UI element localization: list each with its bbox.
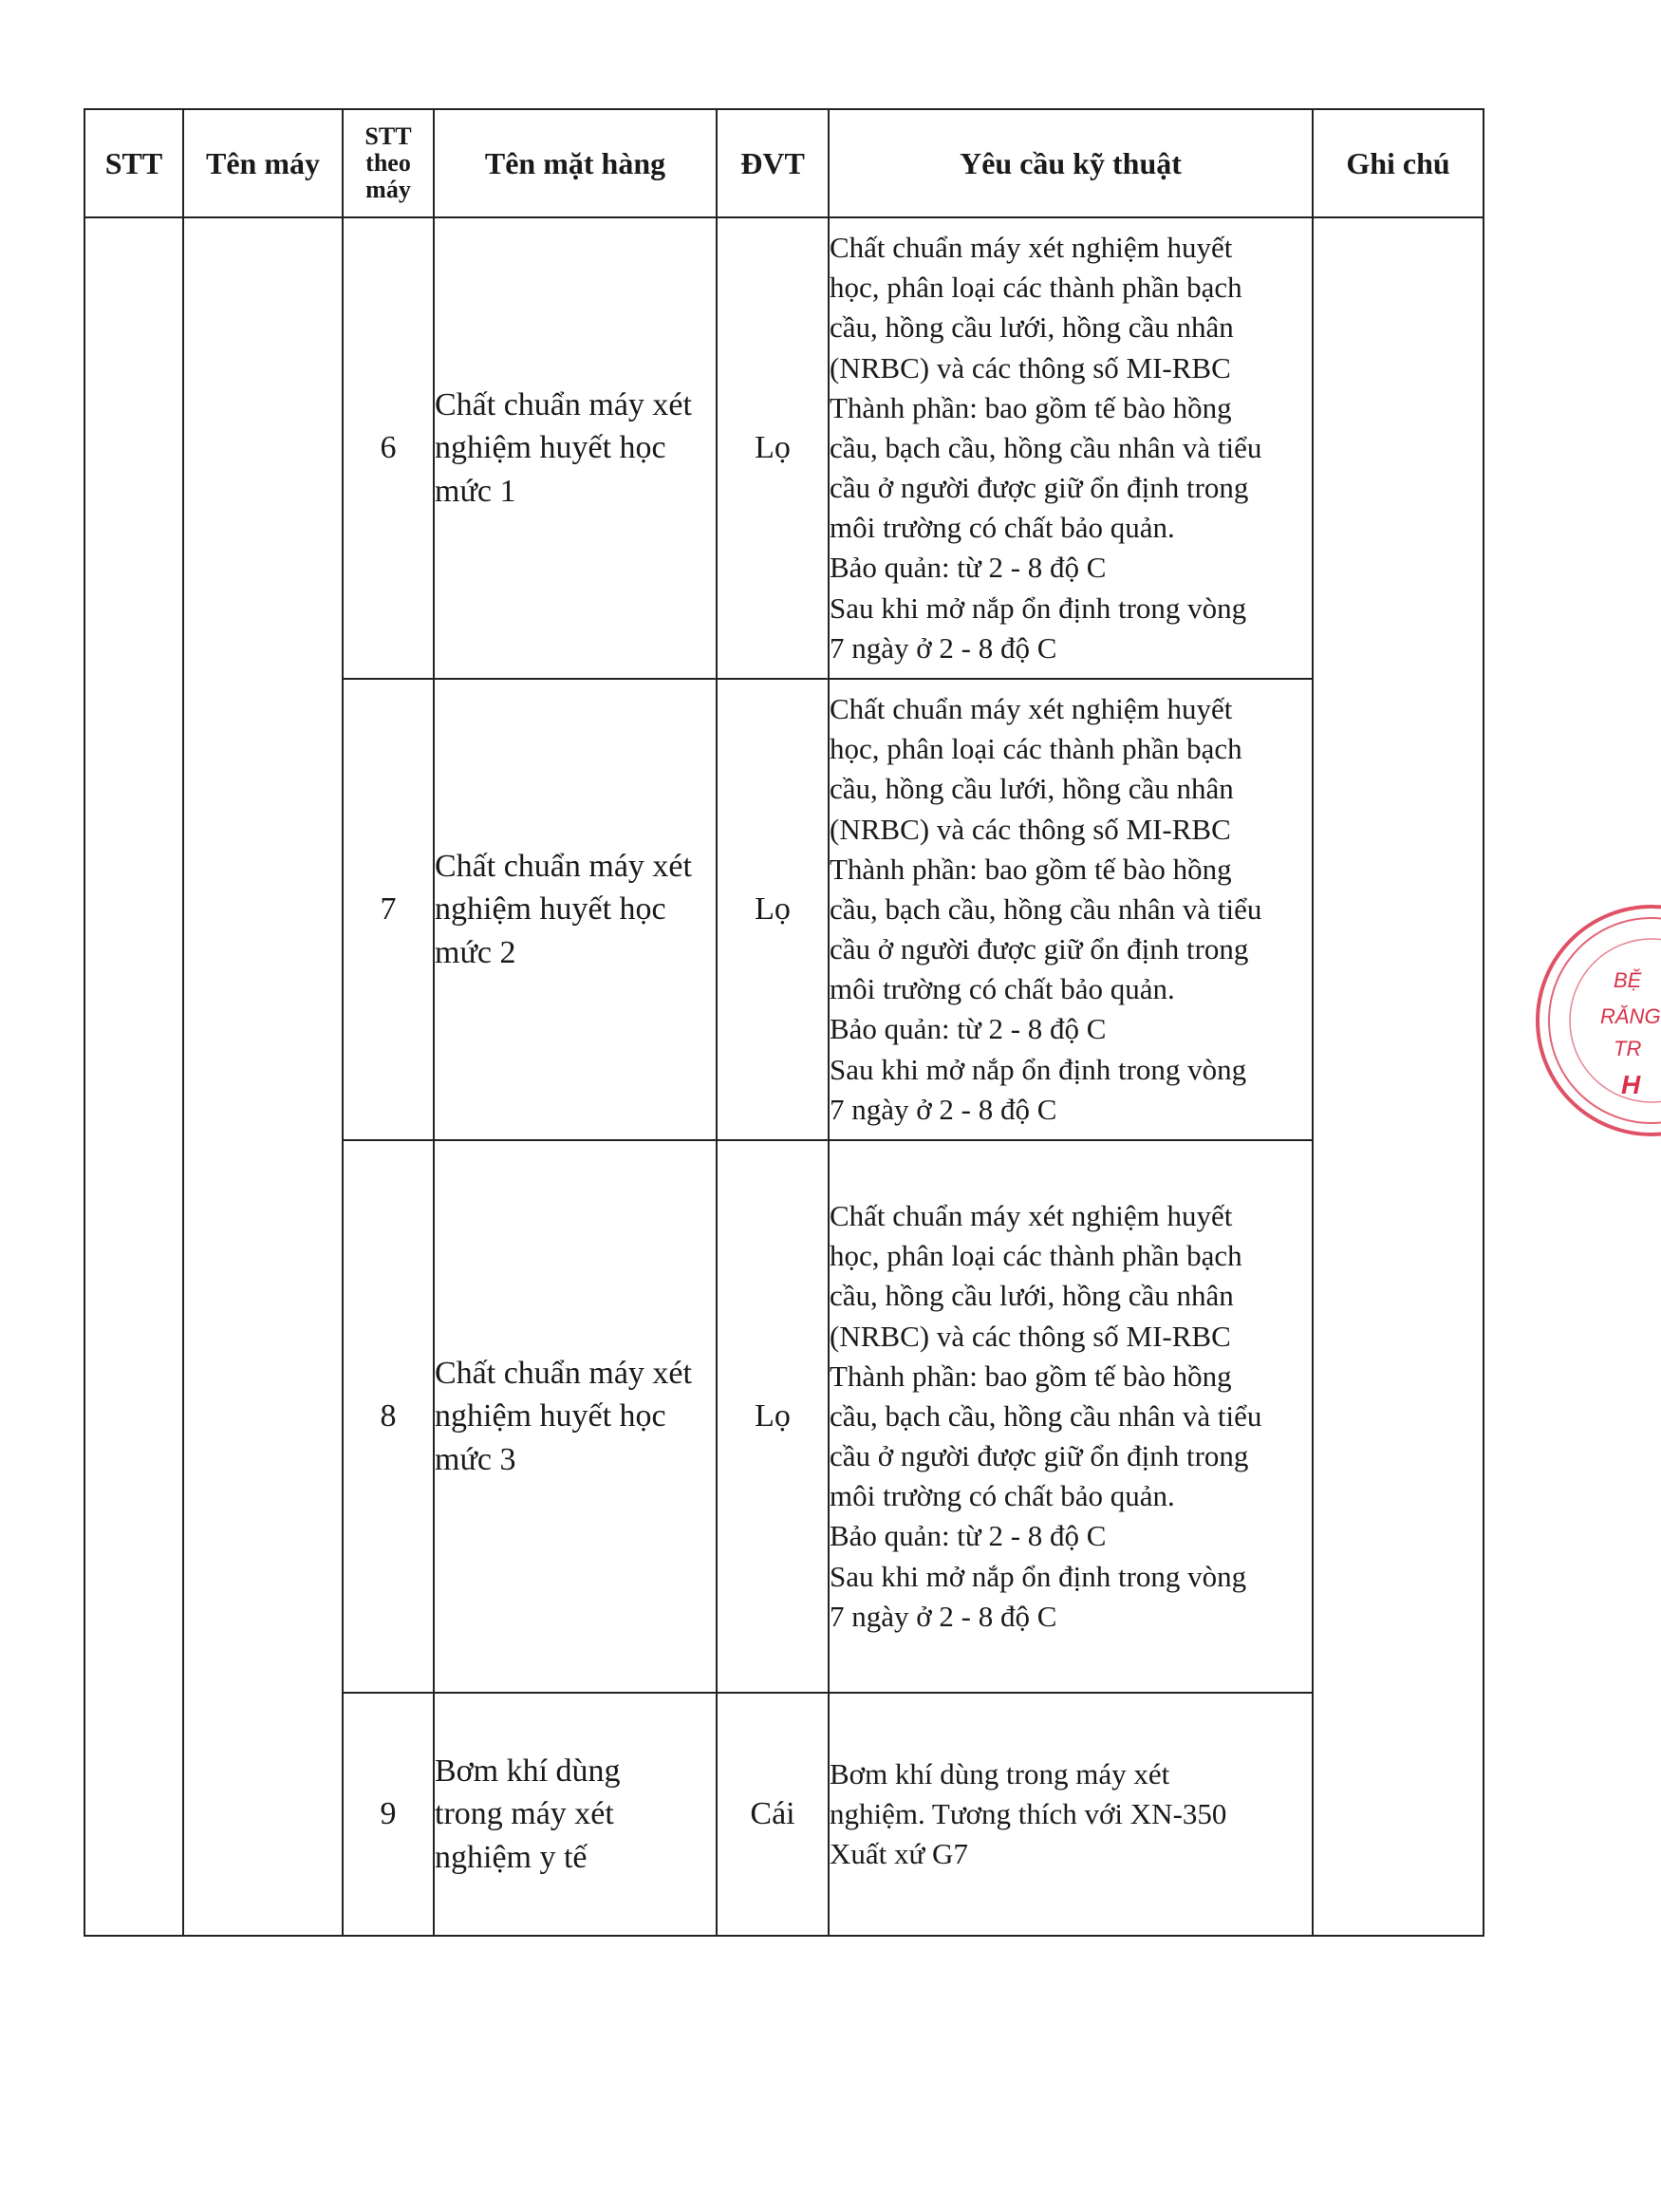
spec-line: Bảo quản: từ 2 - 8 độ C <box>830 1012 1107 1046</box>
spec-line: cầu, hồng cầu lưới, hồng cầu nhân <box>830 772 1234 806</box>
spec-line: nghiệm. Tương thích với XN-350 <box>830 1796 1227 1830</box>
spec-line: cầu, bạch cầu, hồng cầu nhân và tiểu <box>830 430 1262 464</box>
spec-line: (NRBC) và các thông số MI-RBC <box>830 1319 1231 1353</box>
spec-line: Sau khi mở nắp ổn định trong vòng <box>830 590 1247 625</box>
unit-cell: Lọ <box>717 217 829 679</box>
item-name-line: Chất chuẩn máy xét <box>435 848 692 884</box>
header-machine-name: Tên máy <box>183 109 343 217</box>
item-name-cell <box>434 679 717 1140</box>
stamp-text: TR <box>1614 1037 1642 1060</box>
spec-line: Chất chuẩn máy xét nghiệm huyết <box>830 1199 1233 1233</box>
spec-line: Bảo quản: từ 2 - 8 độ C <box>830 1519 1107 1553</box>
notes-cell <box>1313 217 1484 1936</box>
item-name-line: trong máy xét <box>435 1796 614 1832</box>
spec-line: cầu, bạch cầu, hồng cầu nhân và tiểu <box>830 891 1262 926</box>
unit-cell: Lọ <box>717 1140 829 1693</box>
item-name-cell <box>434 217 717 679</box>
unit-cell: Cái <box>717 1693 829 1936</box>
spec-line: (NRBC) và các thông số MI-RBC <box>830 350 1231 384</box>
spec-cell <box>829 217 1313 679</box>
item-name-line: nghiệm y tế <box>435 1839 588 1875</box>
item-name-line: nghiệm huyết học <box>435 891 666 928</box>
item-name-line: nghiệm huyết học <box>435 430 666 466</box>
header-notes: Ghi chú <box>1313 109 1484 217</box>
item-number-cell: 9 <box>343 1693 434 1936</box>
item-number-cell: 8 <box>343 1140 434 1693</box>
red-seal-stamp <box>1509 883 1661 1158</box>
header-stt: STT <box>84 109 183 217</box>
item-name-line: nghiệm huyết học <box>435 1398 666 1434</box>
spec-line: 7 ngày ở 2 - 8 độ C <box>830 630 1057 665</box>
header-machine-stt <box>343 109 434 217</box>
spec-line: Bảo quản: từ 2 - 8 độ C <box>830 551 1107 585</box>
spec-line: cầu, hồng cầu lưới, hồng cầu nhân <box>830 1279 1234 1313</box>
spec-line: Thành phần: bao gồm tế bào hồng <box>830 1359 1232 1393</box>
requirements-table <box>84 108 1484 1937</box>
unit-cell: Lọ <box>717 679 829 1140</box>
machine-name-cell <box>183 217 343 1936</box>
spec-cell <box>829 1140 1313 1693</box>
item-number-cell: 6 <box>343 217 434 679</box>
spec-line: môi trường có chất bảo quản. <box>830 1479 1175 1513</box>
spec-line: Chất chuẩn máy xét nghiệm huyết <box>830 231 1233 265</box>
spec-line: môi trường có chất bảo quản. <box>830 972 1175 1006</box>
item-name-line: mức 2 <box>435 934 516 970</box>
spec-line: 7 ngày ở 2 - 8 độ C <box>830 1092 1057 1126</box>
header-machine-stt-line: theo <box>365 148 411 177</box>
item-name-line: Chất chuẩn máy xét <box>435 1355 692 1391</box>
item-name-line: Bơm khí dùng <box>435 1753 621 1789</box>
spec-line: cầu, hồng cầu lưới, hồng cầu nhân <box>830 310 1234 345</box>
stamp-text: RĂNG <box>1600 1004 1661 1028</box>
spec-line: Sau khi mở nắp ổn định trong vòng <box>830 1052 1247 1086</box>
spec-line: cầu ở người được giữ ổn định trong <box>830 1439 1249 1473</box>
stamp-text: BỆ <box>1614 968 1642 992</box>
header-machine-stt-line: máy <box>365 176 411 204</box>
spec-line: cầu ở người được giữ ổn định trong <box>830 471 1249 505</box>
stamp-text: H <box>1621 1070 1641 1099</box>
item-name-line: mức 1 <box>435 473 516 509</box>
spec-line: 7 ngày ở 2 - 8 độ C <box>830 1599 1057 1633</box>
header-technical-requirements: Yêu cầu kỹ thuật <box>829 109 1313 217</box>
item-name-line: mức 3 <box>435 1441 516 1477</box>
item-name-line: Chất chuẩn máy xét <box>435 386 692 422</box>
spec-cell <box>829 1693 1313 1936</box>
spec-line: môi trường có chất bảo quản. <box>830 511 1175 545</box>
stt-cell <box>84 217 183 1936</box>
spec-line: Thành phần: bao gồm tế bào hồng <box>830 390 1232 424</box>
spec-line: học, phân loại các thành phần bạch <box>830 1239 1242 1273</box>
item-name-cell <box>434 1693 717 1936</box>
spec-cell <box>829 679 1313 1140</box>
spec-line: cầu, bạch cầu, hồng cầu nhân và tiểu <box>830 1398 1262 1433</box>
item-number-cell: 7 <box>343 679 434 1140</box>
spec-line: Bơm khí dùng trong máy xét <box>830 1756 1170 1790</box>
header-item-name: Tên mặt hàng <box>434 109 717 217</box>
spec-line: Thành phần: bao gồm tế bào hồng <box>830 852 1232 886</box>
spec-line: (NRBC) và các thông số MI-RBC <box>830 812 1231 846</box>
spec-line: Sau khi mở nắp ổn định trong vòng <box>830 1559 1247 1593</box>
header-unit: ĐVT <box>717 109 829 217</box>
spec-line: Chất chuẩn máy xét nghiệm huyết <box>830 692 1233 726</box>
table-row <box>84 217 1484 679</box>
spec-line: học, phân loại các thành phần bạch <box>830 271 1242 305</box>
spec-line: Xuất xứ G7 <box>830 1837 968 1871</box>
spec-line: học, phân loại các thành phần bạch <box>830 732 1242 766</box>
item-name-cell <box>434 1140 717 1693</box>
spec-line: cầu ở người được giữ ổn định trong <box>830 932 1249 966</box>
header-machine-stt-line: STT <box>364 122 412 150</box>
header-row <box>84 109 1484 217</box>
